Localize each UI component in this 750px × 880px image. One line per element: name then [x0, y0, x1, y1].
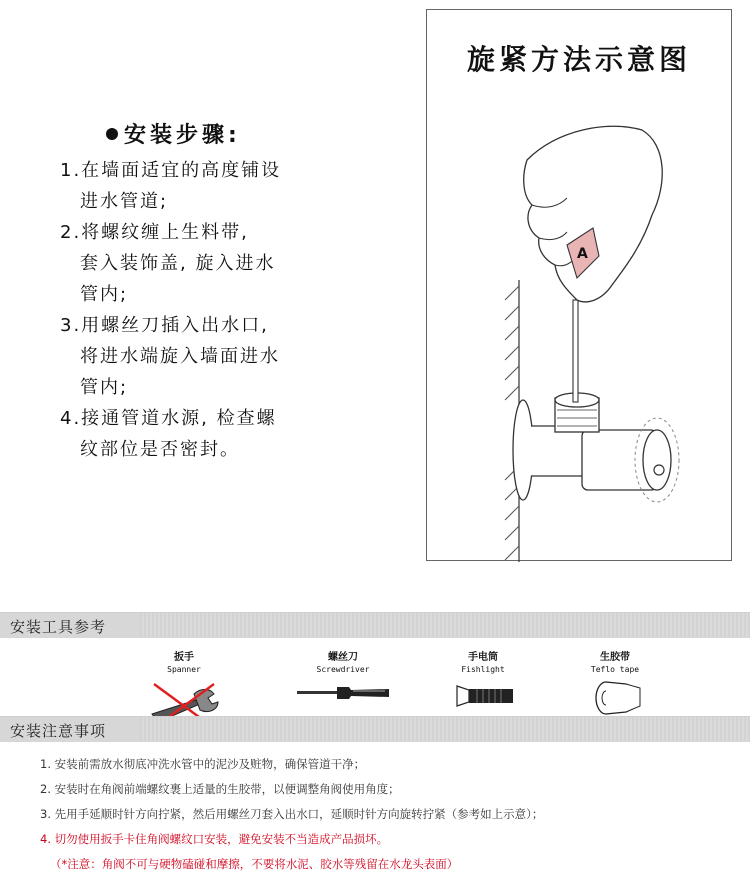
hand-screwdriver-valve-illustration — [427, 10, 733, 562]
notes-list — [40, 752, 740, 877]
note-item-4-warning: 4. 切勿使用扳手卡住角阀螺纹口安装，避免安装不当造成产品损坏。 — [40, 832, 389, 846]
tool-letter-label: A — [577, 246, 588, 262]
note-item-2: 2. 安装时在角阀前端螺纹裹上适量的生胶带，以便调整角阀使用角度； — [40, 782, 400, 796]
tightening-diagram — [426, 9, 732, 561]
cover-plate-icon — [513, 400, 533, 500]
tools-section-header: 安装工具参考 — [0, 612, 750, 638]
step-1: 1.在墙面适宜的高度铺设 进水管道; — [60, 160, 282, 212]
diagram-title: 旋紧方法示意图 — [466, 43, 691, 76]
screwdriver-icon — [293, 678, 393, 708]
note-item-3: 3. 先用手延顺时针方向拧紧，然后用螺丝刀套入出水口，延顺时针方向旋转拧紧（参考如上示意）； — [40, 807, 544, 821]
note-item-1: 1. 安装前需放水彻底冲洗水管中的泥沙及赃物，确保管道干净； — [40, 757, 366, 771]
tool-flashlight: 手电筒 Fishlight — [428, 648, 538, 712]
tool-spanner: 扳手 Spanner — [129, 648, 239, 730]
notes-section-header: 安装注意事项 — [0, 716, 750, 742]
bullet-dot-icon — [106, 128, 118, 140]
note-caution: （*注意：角阀不可与硬物磕碰和摩擦，不要将水泥、胶水等残留在水龙头表面） — [50, 857, 459, 871]
tool-teflon-tape: 生胶带 Teflo tape — [560, 648, 670, 718]
tape-icon — [580, 678, 650, 718]
hand-icon — [524, 126, 663, 302]
step-3: 3.用螺丝刀插入出水口, 将进水端旋入墙面进水 管内; — [60, 315, 280, 398]
flashlight-icon — [443, 678, 523, 712]
tool-screwdriver: 螺丝刀 Screwdriver — [288, 648, 398, 708]
step-4: 4.接通管道水源, 检查螺 纹部位是否密封。 — [60, 408, 277, 460]
step-2: 2.将螺纹缠上生料带, 套入装饰盖, 旋入进水 管内; — [60, 222, 276, 305]
screwdriver-shaft-icon — [573, 300, 578, 402]
installation-steps — [60, 118, 380, 465]
steps-title: 安装步骤: — [106, 118, 380, 149]
